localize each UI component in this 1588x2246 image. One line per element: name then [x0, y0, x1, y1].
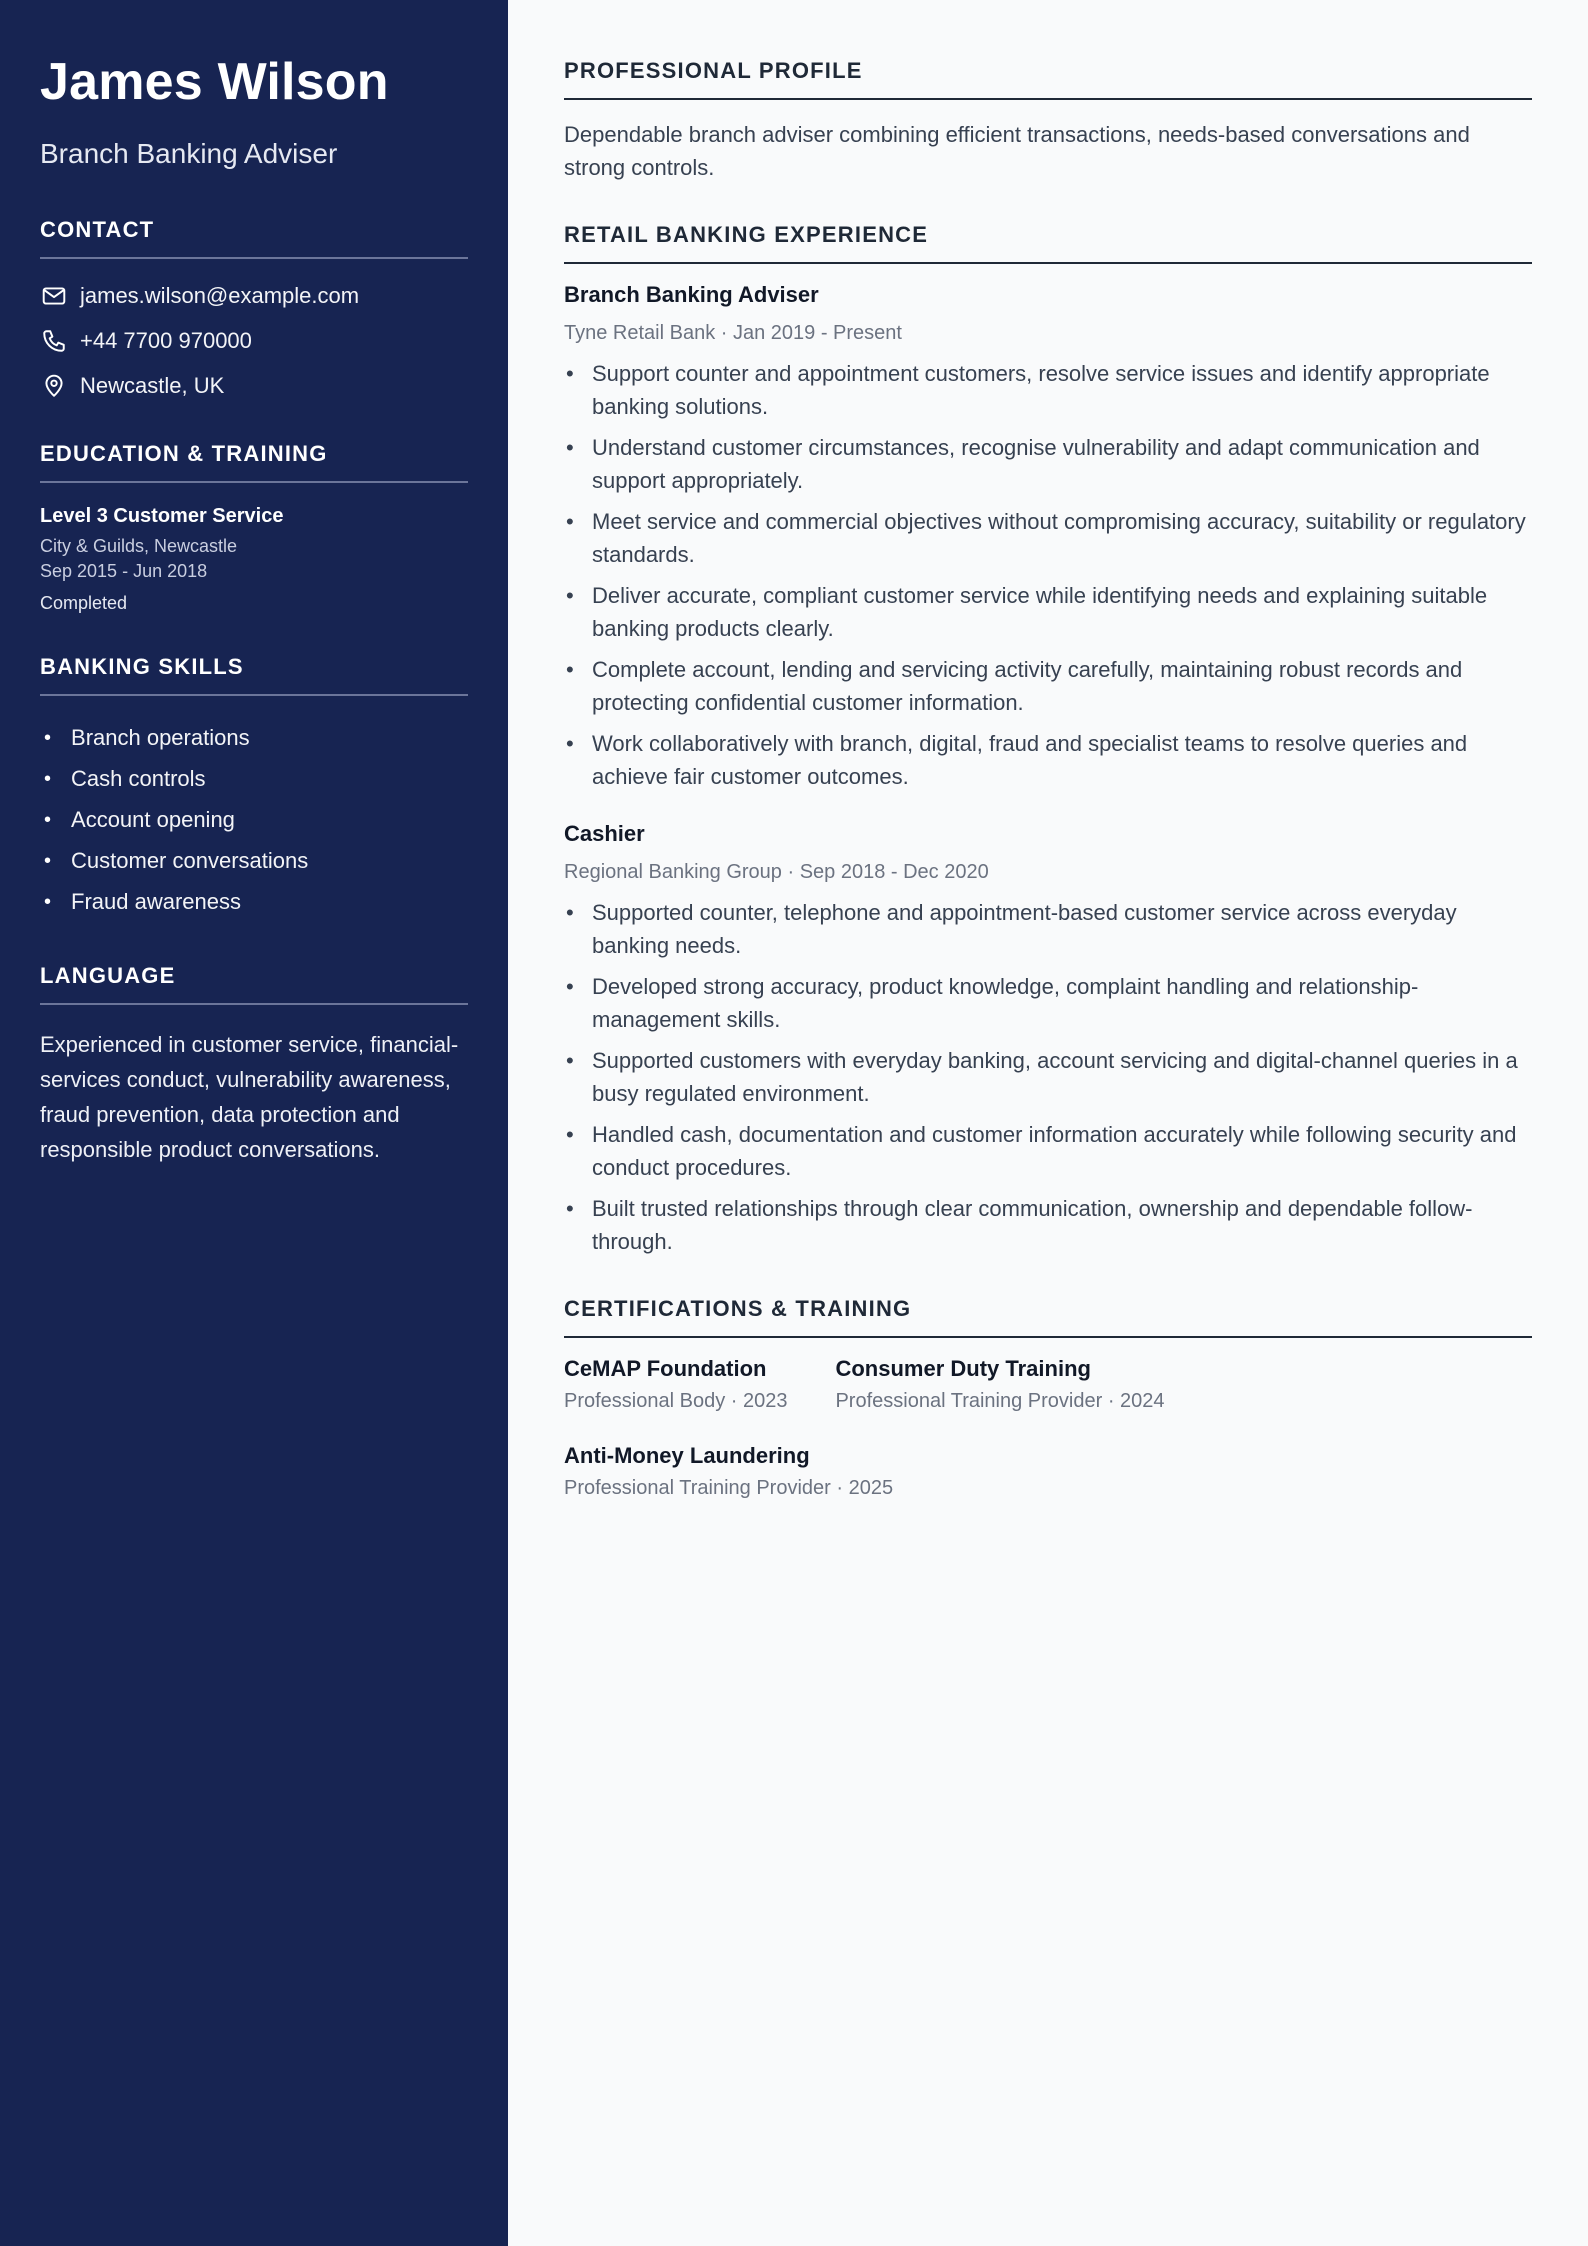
- skill-item: • Fraud awareness: [40, 882, 468, 923]
- certification-name: CeMAP Foundation: [564, 1356, 767, 1381]
- job-bullet: • Built trusted relationships through clear communication, ownership and dependable follow-through.: [564, 1192, 1532, 1258]
- contact-phone-row[interactable]: [40, 326, 468, 356]
- job-bullet: • Complete account, lending and servicing activity carefully, maintaining robust records and protecting confidential customer information.: [564, 653, 1532, 719]
- profile-text: Dependable branch adviser combining efficient transactions, needs-based conversations and strong controls.: [564, 122, 1470, 180]
- language-section: [40, 963, 468, 1167]
- education-title: Level 3 Customer Service: [40, 504, 284, 527]
- contact-heading: CONTACT: [40, 217, 468, 259]
- phone-icon: [40, 327, 68, 355]
- certifications-heading: CERTIFICATIONS & TRAINING: [564, 1296, 1532, 1338]
- experience-section: [564, 222, 1532, 1258]
- job-bullets: [564, 357, 1532, 793]
- education-heading: EDUCATION & TRAINING: [40, 441, 468, 483]
- skills-section: [40, 654, 468, 923]
- education-dates: Sep 2015 - Jun 2018: [40, 561, 208, 582]
- candidate-name: James Wilson: [40, 53, 389, 111]
- education-institution: City & Guilds, Newcastle: [40, 535, 238, 556]
- job-bullets: [564, 896, 1532, 1258]
- job-entry: [564, 282, 1532, 793]
- contact-email[interactable]: james.wilson@example.com: [80, 282, 360, 308]
- sidebar: [0, 0, 508, 2246]
- job-bullet: • Understand customer circumstances, recognise vulnerability and adapt communication and support appropriately.: [564, 431, 1532, 497]
- job-bullet: • Supported counter, telephone and appointment-based customer service across everyday banking needs.: [564, 896, 1532, 962]
- certification-name: Consumer Duty Training: [835, 1356, 1091, 1381]
- certification-item: [835, 1356, 1164, 1413]
- contact-section: [40, 217, 468, 401]
- contact-phone[interactable]: +44 7700 970000: [80, 327, 252, 353]
- map-pin-icon: [40, 372, 68, 400]
- profile-heading: PROFESSIONAL PROFILE: [564, 58, 1532, 100]
- certification-meta: Professional Training Provider · 2024: [835, 1390, 1165, 1412]
- envelope-icon: [40, 282, 68, 310]
- certifications-section: [564, 1296, 1532, 1530]
- certification-name: Anti-Money Laundering: [564, 1443, 810, 1468]
- job-meta: Regional Banking Group · Sep 2018 - Dec 2020: [564, 861, 989, 883]
- certifications-grid: [564, 1356, 1532, 1530]
- job-bullet: • Handled cash, documentation and customer information accurately while following security and conduct procedures.: [564, 1118, 1532, 1184]
- certification-meta: Professional Body · 2023: [564, 1390, 788, 1412]
- main-content: [508, 0, 1588, 2246]
- skills-list: [40, 718, 468, 923]
- contact-email-row[interactable]: [40, 281, 468, 311]
- job-bullet: • Work collaboratively with branch, digital, fraud and specialist teams to resolve queries and achieve fair customer outcomes.: [564, 727, 1532, 793]
- skill-item: • Customer conversations: [40, 841, 468, 882]
- job-meta: Tyne Retail Bank · Jan 2019 - Present: [564, 322, 902, 344]
- profile-section: [564, 58, 1532, 184]
- contact-location-row: [40, 371, 468, 401]
- experience-heading: RETAIL BANKING EXPERIENCE: [564, 222, 1532, 264]
- job-entry: [564, 821, 1532, 1258]
- candidate-role: Branch Banking Adviser: [40, 138, 338, 170]
- skills-heading: BANKING SKILLS: [40, 654, 468, 696]
- job-bullet: • Supported customers with everyday banking, account servicing and digital-channel queries in a busy regulated environment.: [564, 1044, 1532, 1110]
- job-bullet: • Deliver accurate, compliant customer service while identifying needs and explaining suitable banking products clearly.: [564, 579, 1532, 645]
- language-text: Experienced in customer service, financial-services conduct, vulnerability awareness, fraud prevention, data protection and responsible product conversations.: [40, 1031, 459, 1162]
- job-bullet: • Developed strong accuracy, product knowledge, complaint handling and relationship-management skills.: [564, 970, 1532, 1036]
- job-title: Cashier: [564, 821, 645, 846]
- skill-item: • Branch operations: [40, 718, 468, 759]
- certification-item: [564, 1356, 787, 1413]
- certification-meta: Professional Training Provider · 2025: [564, 1477, 894, 1499]
- education-status: Completed: [40, 592, 128, 613]
- education-section: [40, 441, 468, 614]
- job-title: Branch Banking Adviser: [564, 282, 819, 307]
- skill-item: • Cash controls: [40, 759, 468, 800]
- language-heading: LANGUAGE: [40, 963, 468, 1005]
- job-bullet: • Meet service and commercial objectives without compromising accuracy, suitability or regulatory standards.: [564, 505, 1532, 571]
- certification-item: [564, 1443, 893, 1500]
- job-bullet: • Support counter and appointment customers, resolve service issues and identify appropriate banking solutions.: [564, 357, 1532, 423]
- contact-location: Newcastle, UK: [80, 372, 225, 398]
- skill-item: • Account opening: [40, 800, 468, 841]
